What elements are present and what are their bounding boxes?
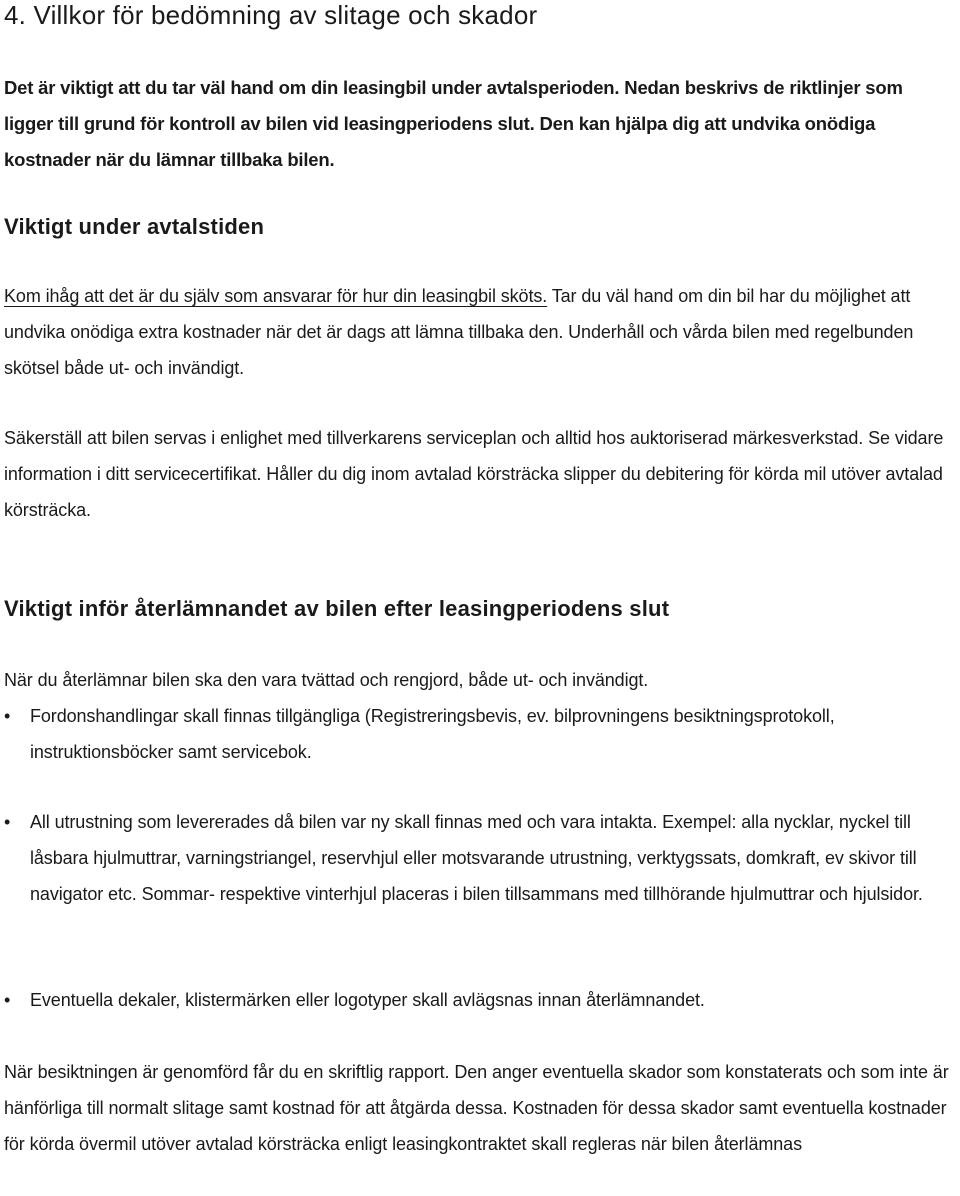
paragraph-return-lead: När du återlämnar bilen ska den vara tvättad och rengjord, både ut- och invändigt. bbox=[4, 670, 649, 690]
list-item-equipment bbox=[4, 804, 958, 912]
paragraph-inspection-report: När besiktningen är genomförd får du en skriftlig rapport. Den anger eventuella skador som konstaterats och som inte är hänförliga till normalt slitage samt kostnad för att åtgärda dessa. Kostnaden för dessa skador samt eventuella kostnader för körda övermil utöver avtalad körsträcka enligt leasingkontraktet skall regleras när bilen återlämnas bbox=[4, 1062, 949, 1154]
list-item-documents bbox=[4, 698, 958, 770]
paragraph-service: Säkerställ att bilen servas i enlighet med tillverkarens serviceplan och alltid hos auktoriserad märkesverkstad. Se vidare information i ditt servicecertifikat. Håller du dig inom avtalad körsträcka slipper du debitering för körda mil utöver avtalad körsträcka. bbox=[4, 428, 944, 520]
bullet-marker: • bbox=[4, 706, 11, 726]
list-item-text: All utrustning som levererades då bilen var ny skall finnas med och vara intakta. Exempel: alla nycklar, nyckel till låsbara hjulmuttrar, varningstriangel, reservhjul eller motsvarande utrustning, verktygssats, domkraft, ev skivor till navigator etc. Sommar- respektive vinterhjul placeras i bilen tillsammans med tillhörande hjulmuttrar och hjulsidor. bbox=[30, 812, 923, 904]
underlined-sentence: Kom ihåg att det är du själv som ansvarar för hur din leasingbil sköts. bbox=[4, 286, 548, 306]
paragraph-responsibility-rest: Tar du väl hand om din bil har du möjlighet att undvika onödiga extra kostnader när det är dags att lämna tillbaka den. Underhåll och vårda bilen med regelbunden skötsel både ut- och invändigt. bbox=[4, 286, 914, 378]
section-heading-return: Viktigt inför återlämnandet av bilen efter leasingperiodens slut bbox=[4, 596, 670, 621]
bullet-marker: • bbox=[4, 812, 11, 832]
page-title: 4. Villkor för bedömning av slitage och skador bbox=[4, 0, 538, 30]
paragraph-responsibility bbox=[4, 278, 954, 386]
intro-paragraph: Det är viktigt att du tar väl hand om din leasingbil under avtalsperioden. Nedan beskrivs de riktlinjer som ligger till grund för kontroll av bilen vid leasingperiodens slut. Den kan hjälpa dig att undvika onödiga kostnader när du lämnar tillbaka bilen. bbox=[4, 77, 903, 170]
list-item-decals bbox=[4, 982, 958, 1018]
section-heading-contract-period: Viktigt under avtalstiden bbox=[4, 214, 265, 239]
list-item-text: Eventuella dekaler, klistermärken eller logotyper skall avlägsnas innan återlämnandet. bbox=[30, 990, 705, 1010]
list-item-text: Fordonshandlingar skall finnas tillgängliga (Registreringsbevis, ev. bilprovningens besiktningsprotokoll, instruktionsböcker samt servicebok. bbox=[30, 706, 835, 762]
bullet-marker: • bbox=[4, 990, 11, 1010]
